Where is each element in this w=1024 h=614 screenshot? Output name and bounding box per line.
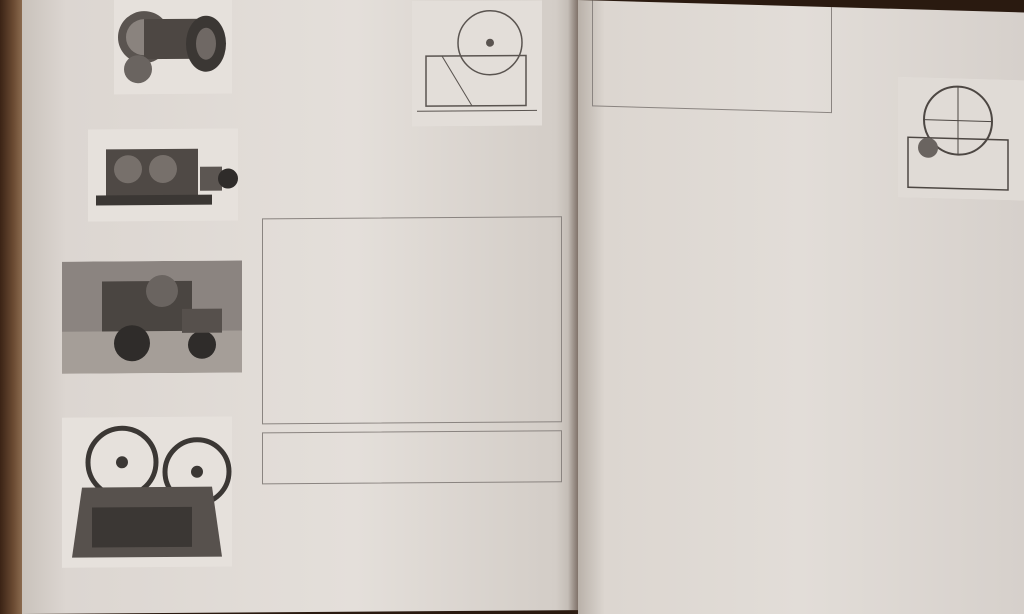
be-table-title [658, 324, 858, 330]
be-iv-line-drawing [898, 77, 1024, 201]
figure-caption [422, 130, 542, 131]
bottom-paragraph [602, 539, 902, 547]
sm11-footnote [262, 430, 562, 484]
pegson-rows [754, 267, 984, 273]
left-page [22, 0, 578, 614]
pegson-data-heading [808, 252, 978, 257]
bb-paragraph [928, 370, 1024, 373]
figure-caption [62, 378, 242, 379]
be-paragraph [602, 249, 747, 253]
be-table-body [598, 335, 920, 344]
pegson-heading [754, 155, 894, 159]
pegson-paragraph [754, 197, 894, 201]
book-cover-edge [0, 0, 22, 614]
bb-heading [928, 306, 1024, 309]
roller-illustration [114, 0, 232, 94]
right-page [578, 0, 1024, 614]
sm11-paragraph [262, 183, 412, 184]
spec-table-title [290, 205, 520, 207]
spec-rows [263, 217, 561, 223]
be-heading [602, 201, 742, 205]
roll-crusher-illustration [88, 128, 238, 221]
stamp [874, 56, 1024, 60]
figure-jaw-crusher-sm [62, 417, 232, 568]
s182-paragraph-1 [262, 537, 402, 538]
figure-be-iv [898, 77, 1024, 201]
s182-heading [262, 502, 562, 504]
be-table-header [598, 335, 920, 344]
sm11-paragraph-b [434, 176, 564, 177]
jaw-crusher-illustration [62, 417, 232, 568]
figure-caption [52, 574, 242, 575]
top-spec-table [592, 0, 832, 113]
figure-roll-crusher [88, 128, 238, 221]
be-table [598, 335, 920, 344]
figure-caption [102, 98, 242, 99]
figure-s182a [412, 0, 542, 126]
top-spec-rows [593, 0, 831, 6]
figure-caption [82, 224, 242, 225]
s182a-line-drawing [412, 0, 542, 126]
figure-mobile-crusher [62, 260, 242, 373]
sm11-heading [260, 135, 415, 136]
be-spec-table [598, 335, 920, 344]
s182-paragraph-2 [414, 536, 559, 537]
sm11-spec-table [262, 216, 562, 424]
figure-smooth-roller [114, 0, 232, 94]
left-paragraph [602, 111, 747, 115]
section-title [272, 111, 402, 112]
mobile-crusher-photo [62, 260, 242, 373]
